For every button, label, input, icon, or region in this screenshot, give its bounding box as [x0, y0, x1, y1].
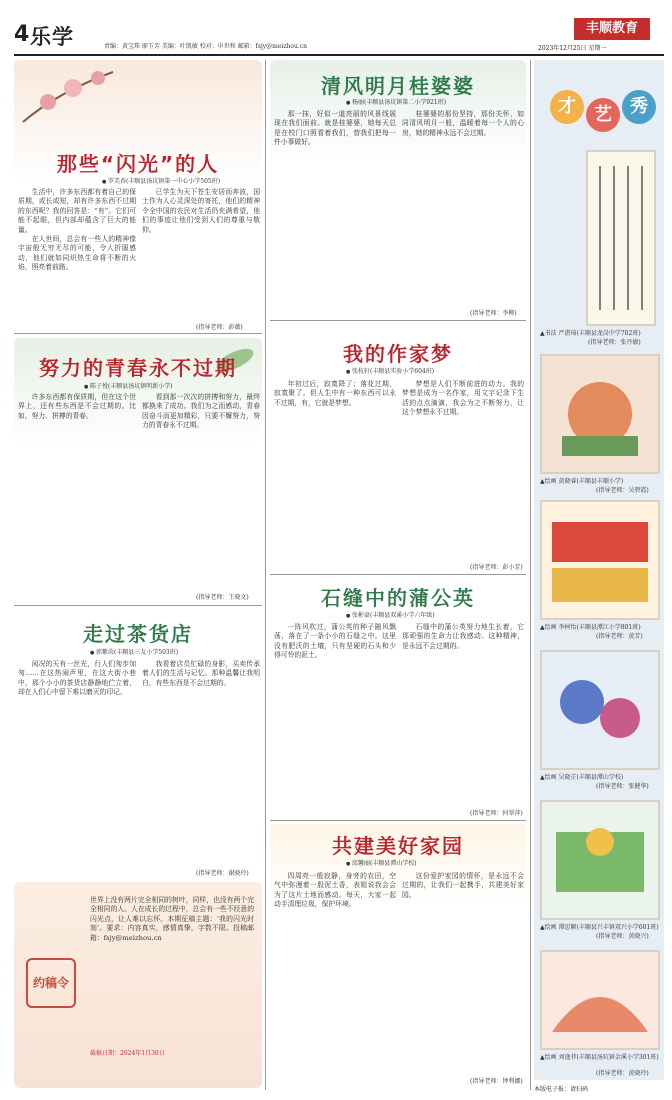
section-divider: [14, 605, 262, 606]
painting-icon: [542, 802, 658, 918]
section-name: 乐学: [30, 25, 74, 49]
article-body: [402, 110, 524, 306]
article-author: ● 张杭轩(丰顺县实验小学604班): [346, 366, 434, 375]
paragraph: 一阵风吹过，蒲公英的种子随风飘荡，落在了一条小小的石缝之中。这里没有肥沃的土壤，只有坚硬的石头和少得可怜的泥土。: [274, 623, 396, 660]
artwork-caption: ▲绘画 刘逸菲(丰顺县汤坑镇金溪小学301班): [540, 1054, 659, 1061]
painting-artwork: [540, 500, 660, 620]
artwork-caption: ▲绘画 黄晓睿(丰顺县丰顺小学): [540, 478, 624, 485]
calligraphy-artwork: [586, 150, 656, 326]
article-author: ● 邱馨丽(丰顺县潭山学校): [346, 858, 417, 867]
article-body: [18, 660, 136, 865]
paragraph: 年初过后，寂寞降了；落花过期，寂寞聚了。但人生中有一种东西可以永不过期，有，它就是梦想。: [274, 380, 396, 407]
article-body: [142, 660, 260, 865]
paragraph: 看到那一次次的拼搏和努力，最终都换来了成功。我们为之而感动，青春因奋斗而更加精彩，只要不懈努力，努力的青春永不过期。: [142, 393, 260, 430]
paragraph: 生活中，许多东西都有着自己的保质期，或长或短，却有许多东西不过期的东西呢？我的回答是：“有”。它们可能不起眼，但内部却蕴含了巨大的能量。: [18, 188, 136, 234]
artwork-teacher: (指导老师：吴碧霞): [596, 487, 649, 494]
paragraph: 桂婆婆的那份坚持，那份关怀，如同清风明月一般，温暖着每一个人的心房，她的精神永远不会过期。: [402, 110, 524, 137]
artwork-teacher: (指导老师：张健华): [596, 783, 649, 790]
teacher-note: (指导老师：何翠萍): [470, 810, 523, 817]
article-author: ● 张彬豪(丰顺县双溪小学六年级): [346, 610, 435, 619]
article-body: [18, 393, 136, 593]
painting-icon: [542, 952, 658, 1048]
artwork-teacher: (指导老师：黄芳): [596, 633, 643, 640]
article-body: [274, 872, 396, 1072]
article-author: ● 陈子悦(丰顺县汤坑镇明新小学): [84, 381, 173, 390]
column-divider: [530, 60, 531, 1090]
article-body: [402, 380, 524, 560]
calligraphy-icon: [588, 152, 654, 324]
article-body: [274, 110, 396, 306]
gallery-title: [544, 84, 662, 138]
gallery-title-char: 秀: [622, 90, 656, 124]
flower-branch-icon: [18, 62, 118, 132]
paragraph: 那一抹，好似一道亮丽的风景线展现在我们面前。就是桂婆婆，她每天总是在校门口照看着我们，替我们把每一件小事做好。: [274, 110, 396, 147]
contest-text: 世界上没有两片完全相同的树叶，同样，也没有两个完全相同的人。人在成长的过程中，总会有一些不经意的闪光点，让人难以忘怀。本期征稿主题：‘我的闪光时刻’。要求：内容真实，感情真挚，字数不限。投稿邮箱：fsjy@meizhou.cn: [90, 896, 254, 942]
painting-artwork: [540, 800, 660, 920]
painting-icon: [542, 502, 658, 618]
teacher-note: (指导老师：彭小芳): [470, 564, 523, 571]
section-divider: [14, 333, 262, 334]
paragraph: 四周亮一般寂静，身旁的农田，空气中弥漫着一股泥土香，表姐说我会会为了这片土地而感动。每天，大家一起动手清理垃圾，保护环境。: [274, 872, 396, 909]
article-title: 那些“闪光”的人: [56, 152, 220, 176]
column-divider: [265, 60, 266, 1090]
paragraph: 我看着店员忙碌的身影，买卖传承着人们的生活与记忆。那种温馨让我明白，有些东西是不会过期的。: [142, 660, 260, 687]
section-divider: [270, 820, 526, 821]
staff-line: 责编：黄宝珠 廖玉芳 美编：叶凯敏 校对：申世和 邮箱：fsjy@meizhou.cn: [104, 43, 307, 50]
painting-icon: [542, 356, 658, 472]
artwork-caption: ▲书法 严湛琦(丰顺县龙岗中学702班): [540, 330, 641, 337]
painting-artwork: [540, 950, 660, 1050]
teacher-note: (指导老师：李柳): [470, 310, 517, 317]
article-author: ● 罗美杏(丰顺县汤坑镇第一中心小学505班): [102, 176, 220, 185]
paragraph: 闲况的天有一丝光，行人们匆步加匆……在这热闹声里，在这大街小巷中，那个小小的茶货店静静地伫立着，却在人们心中留下难以磨灭的印记。: [18, 660, 136, 697]
paragraph: 这份爱护家园的情怀，是永远不会过期的，让我们一起携手，共建美好家园。: [402, 872, 524, 899]
article-title: 走过茶货店: [83, 622, 193, 646]
article-title: 努力的青春永不过期: [39, 356, 237, 380]
contest-stamp: 约稿令: [26, 958, 76, 1008]
paragraph: 石缝中的蒲公英努力地生长着，它那顽强的生命力让我感动。这种精神，是永远不会过期的。: [402, 623, 524, 650]
article-body: [142, 188, 260, 318]
artwork-caption: ▲绘画 李柯怡(丰顺县潭江小学801班): [540, 624, 641, 631]
article-author: ● 杨丽(丰顺县汤坑镇第二小学921班): [346, 97, 446, 106]
paragraph: 许多东西都有保质期，但在这个世界上，还有些东西是不会过期的。比如，努力、拼搏的青春。: [18, 393, 136, 420]
teacher-note: (指导老师：谢晓玲): [196, 870, 249, 877]
article-body: [274, 380, 396, 560]
artwork-caption: ▲绘画 吴晓芷(丰顺县潭山学校): [540, 774, 624, 781]
article-title: 共建美好家园: [332, 834, 464, 858]
article-title: 我的作家梦: [343, 342, 453, 366]
article-title: 清风明月桂婆婆: [321, 74, 475, 98]
painting-icon: [542, 652, 658, 768]
issue-date: 2023年12月25日 星期一: [538, 45, 607, 52]
artwork-caption: ▲绘画 谭思颖(丰顺县兴丰镇双兴小学601班): [540, 924, 659, 931]
section-divider: [270, 320, 526, 321]
artwork-teacher: (指导老师：黄晓兴): [596, 933, 649, 940]
paragraph: 已学生为天下苍生安居而奔波，国土作为人心灵深处的寄托，他们的精神令全中国的农民对生活仍充满希望，他们的事迹让他们受到人们的尊重与敬仰。: [142, 188, 260, 234]
page-number: 4: [14, 22, 30, 47]
article-body: [402, 623, 524, 803]
section-divider: [270, 574, 526, 575]
gallery-title-char: 艺: [586, 98, 620, 132]
article-body: [18, 188, 136, 318]
article-author: ● 郭紫茵(丰顺县三友小学503班): [90, 647, 178, 656]
newspaper-logo: 丰顺教育: [574, 18, 650, 40]
painting-artwork: [540, 354, 660, 474]
footer-note: 本版电子报：请扫码: [534, 1086, 589, 1093]
article-title: 石缝中的蒲公英: [321, 586, 475, 610]
contest-deadline: 截稿日期：2024年1月30日: [90, 1050, 165, 1057]
teacher-note: (指导老师：钟利娜): [470, 1078, 523, 1085]
header-rule: [14, 54, 664, 56]
article-body: [142, 393, 260, 593]
paragraph: 梦想是人们不断前进的动力。我的梦想是成为一名作家，用文字记录下生活的点点滴滴，我会为之不断努力，让这个梦想永不过期。: [402, 380, 524, 417]
painting-artwork: [540, 650, 660, 770]
teacher-note: (指导老师：王晓文): [196, 594, 249, 601]
teacher-note: (指导老师：彭薇): [196, 324, 243, 331]
artwork-teacher: (指导老师：张丹敏): [588, 339, 641, 346]
artwork-teacher: (指导老师：黄晓玲): [596, 1070, 649, 1077]
paragraph: 在人世间，总会有一些人的精神像宇宙般无穷无尽的可能，令人折服感动，他们就如同炽热生命将不断的火焰，照亮着前路。: [18, 235, 136, 272]
article-body: [274, 623, 396, 803]
article-body: [402, 872, 524, 1072]
gallery-title-char: 才: [550, 90, 584, 124]
